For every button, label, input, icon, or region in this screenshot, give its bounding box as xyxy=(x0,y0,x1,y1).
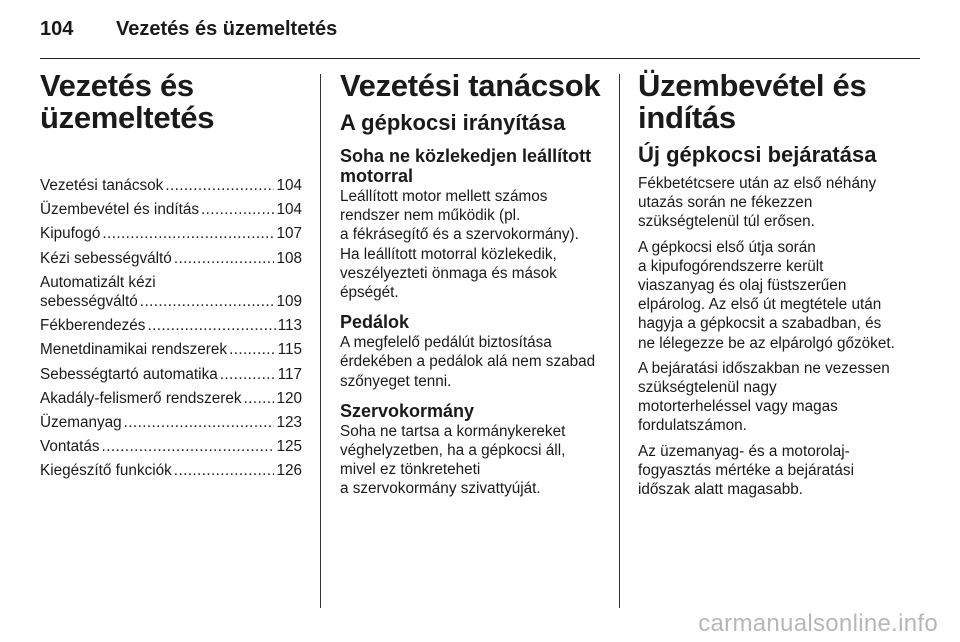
subsection-heading-line: Pedálok xyxy=(340,312,410,333)
right-column xyxy=(638,70,906,505)
text-line: Az üzemanyag- és a motorolaj- xyxy=(638,442,850,460)
section-title: Üzembevétel és indítás xyxy=(638,68,867,135)
subsection-heading-line: Szervokormány xyxy=(340,400,475,421)
body-paragraph xyxy=(340,333,604,391)
toc-entry-row xyxy=(40,292,302,311)
text-line: a fékrásegítő és a szervokormány). xyxy=(340,226,579,244)
left-column xyxy=(40,70,302,486)
toc-entry-label: Sebességtartó automatika xyxy=(40,365,218,383)
text-line: rendszer nem működik (pl. xyxy=(340,207,521,225)
text-line: motorterheléssel vagy magas xyxy=(638,398,838,416)
toc-entry xyxy=(40,461,302,480)
subsection-heading xyxy=(340,312,604,332)
text-line: ne lélegezze be az elpárolgó gőzöket. xyxy=(638,334,895,352)
toc-entry xyxy=(40,200,302,219)
toc-entry-label: Vezetési tanácsok xyxy=(40,177,164,194)
toc-entry-label: Üzembevétel és indítás xyxy=(40,201,199,219)
text-line: A megfelelő pedálút biztosítása xyxy=(340,334,552,352)
text-line: hagyja a gépkocsit a szabadban, és xyxy=(638,315,882,333)
text-line: időszak alatt magasabb. xyxy=(638,481,803,499)
section-subtitle: A gépkocsi irányítása xyxy=(340,110,566,135)
toc-entry xyxy=(40,437,302,456)
toc-entry-row xyxy=(40,200,302,219)
toc-entry-page: 125 xyxy=(276,438,302,456)
toc-leader-dots xyxy=(174,249,275,268)
toc-entry xyxy=(40,224,302,243)
toc-leader-dots xyxy=(220,365,276,384)
body-paragraph xyxy=(638,442,906,500)
toc-entry-label: Menetdinamikai rendszerek xyxy=(40,341,228,359)
toc-entry-row xyxy=(40,224,302,243)
toc-leader-dots xyxy=(140,292,275,311)
column-divider-right xyxy=(619,74,620,608)
body-paragraph xyxy=(340,422,604,499)
text-line: elpárolog. Az első út megtétele után xyxy=(638,296,882,314)
toc-entry xyxy=(40,249,302,268)
toc-entry-row xyxy=(40,413,302,432)
toc-entry-label: Üzemanyag xyxy=(40,414,122,432)
toc-entry-page: 115 xyxy=(277,341,302,359)
toc-entry-page: 108 xyxy=(276,249,302,267)
page-number: 104 xyxy=(40,18,74,40)
toc-entry-row xyxy=(40,249,302,268)
text-line: szükségtelenül túl erősen. xyxy=(638,213,815,231)
toc-entry xyxy=(40,340,302,359)
text-line: fordulatszámon. xyxy=(638,417,747,435)
toc-entry xyxy=(40,365,302,384)
text-line: Leállított motor mellett számos xyxy=(340,188,548,205)
text-line: a szervokormány szivattyúját. xyxy=(340,480,541,498)
text-line: A bejáratási időszakban ne vezessen xyxy=(638,359,890,377)
text-line: véghelyzetben, ha a gépkocsi áll, xyxy=(340,442,566,460)
right-paragraphs xyxy=(638,174,906,499)
toc-entry-label: Kézi sebességváltó xyxy=(40,249,172,267)
table-of-contents xyxy=(40,176,302,481)
toc-leader-dots xyxy=(102,224,274,243)
section-subtitle: Új gépkocsi bejáratása xyxy=(638,142,877,167)
chapter-title xyxy=(40,70,302,134)
watermark: carmanualsonline.info xyxy=(698,610,938,637)
toc-entry-page: 109 xyxy=(276,293,302,311)
toc-entry-label: Kipufogó xyxy=(40,225,101,243)
toc-entry-page: 104 xyxy=(276,201,302,219)
toc-entry-row xyxy=(40,176,302,195)
toc-entry-page: 123 xyxy=(276,414,302,432)
text-line: viaszanyag és olaj füstszerűen xyxy=(638,277,847,295)
toc-leader-dots xyxy=(174,461,275,480)
toc-entry-row xyxy=(40,461,302,480)
text-line: Soha ne tartsa a kormánykereket xyxy=(340,422,566,440)
toc-entry-page: 126 xyxy=(276,462,302,480)
toc-entry xyxy=(40,316,302,335)
subsection-heading xyxy=(340,146,604,186)
body-paragraph xyxy=(638,174,906,232)
subsection-heading-line: motorral xyxy=(340,166,414,186)
text-line: szőnyeget tenni. xyxy=(340,372,452,390)
subsection-heading-line: Soha ne közlekedjen leállított xyxy=(340,146,592,166)
toc-leader-dots xyxy=(244,389,275,408)
subsection-heading xyxy=(340,401,604,421)
toc-entry-row xyxy=(40,389,302,408)
column-divider-left xyxy=(320,74,321,608)
toc-entry xyxy=(40,389,302,408)
middle-column xyxy=(340,70,604,505)
toc-entry-label: sebességváltó xyxy=(40,293,138,311)
text-line: érdekében a pedálok alá nem szabad xyxy=(340,353,596,371)
running-section-title: Vezetés és üzemeltetés xyxy=(116,18,338,40)
body-paragraph xyxy=(638,359,906,436)
toc-leader-dots xyxy=(165,176,274,195)
toc-entry-label: Akadály-felismerő rendszerek xyxy=(40,389,242,407)
toc-entry-label: Vontatás xyxy=(40,438,100,456)
toc-entry-label: Automatizált kézi xyxy=(40,273,156,291)
toc-entry xyxy=(40,176,302,195)
text-line: utazás során ne fékezzen xyxy=(638,194,813,212)
body-paragraph xyxy=(340,187,604,302)
middle-sections xyxy=(340,146,604,499)
text-line: mivel ez tönkreteheti xyxy=(340,461,481,479)
toc-entry-label: Fékberendezés xyxy=(40,317,146,335)
toc-entry-row xyxy=(40,340,302,359)
text-line: szükségtelenül nagy xyxy=(638,379,777,397)
body-paragraph xyxy=(638,238,906,353)
chapter-title-line: Vezetés és xyxy=(40,68,194,103)
toc-entry-row xyxy=(40,316,302,335)
toc-entry-page: 113 xyxy=(277,317,302,335)
section-title: Vezetési tanácsok xyxy=(340,68,601,103)
toc-leader-dots xyxy=(201,200,274,219)
toc-entry xyxy=(40,413,302,432)
header-rule xyxy=(40,58,920,59)
toc-entry-row xyxy=(40,437,302,456)
chapter-title-line: üzemeltetés xyxy=(40,100,215,135)
toc-entry-page: 117 xyxy=(277,365,302,383)
toc-leader-dots xyxy=(147,316,275,335)
toc-entry-page: 107 xyxy=(276,225,302,243)
toc-leader-dots xyxy=(229,340,276,359)
text-line: a kipufogórendszerre került xyxy=(638,257,824,275)
toc-leader-dots xyxy=(124,413,275,432)
toc-leader-dots xyxy=(102,437,275,456)
toc-entry-row xyxy=(40,365,302,384)
toc-entry xyxy=(40,273,302,311)
text-line: A gépkocsi első útja során xyxy=(638,238,816,256)
page-header xyxy=(40,16,920,42)
toc-entry-page: 104 xyxy=(276,177,302,194)
text-line: fogyasztás mértéke a bejáratási xyxy=(638,461,854,479)
toc-entry-label: Kiegészítő funkciók xyxy=(40,462,172,480)
toc-entry-page: 120 xyxy=(276,389,302,407)
text-line: Fékbetétcsere után az első néhány xyxy=(638,175,877,192)
text-line: épségét. xyxy=(340,284,399,302)
text-line: Ha leállított motorral közlekedik, xyxy=(340,245,557,263)
text-line: veszélyezteti önmaga és mások xyxy=(340,264,557,282)
